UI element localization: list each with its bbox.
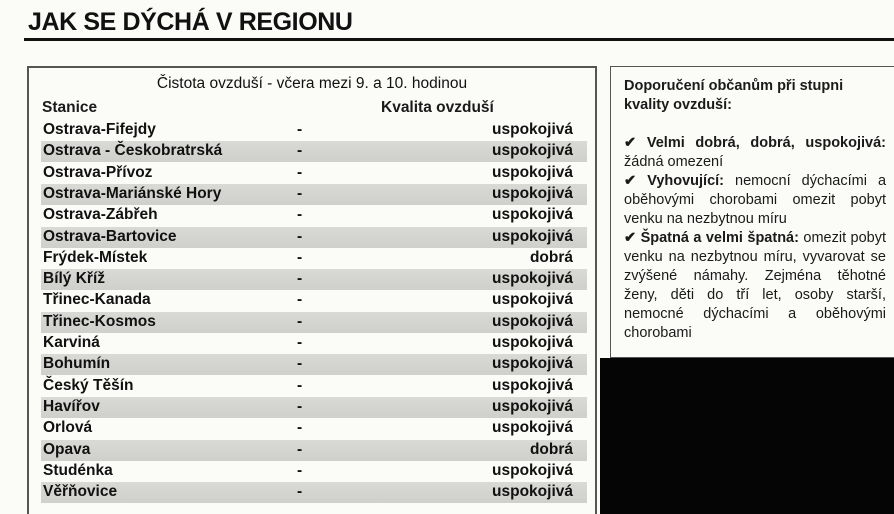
table-row <box>41 440 587 461</box>
air-quality-table <box>27 66 597 514</box>
station-name: Český Těšín <box>43 376 134 394</box>
separator-dash: - <box>297 397 303 415</box>
station-name: Ostrava-Mariánské Hory <box>43 184 222 202</box>
air-quality-value: uspokojivá <box>492 419 573 437</box>
station-name: Studénka <box>43 461 113 479</box>
table-row <box>41 120 587 141</box>
air-quality-value: uspokojivá <box>492 227 573 245</box>
table-row <box>41 461 587 482</box>
table-row <box>41 184 587 205</box>
separator-dash: - <box>297 163 303 181</box>
station-name: Opava <box>43 440 91 458</box>
advice-text: žádná omezení <box>624 154 724 170</box>
separator-dash: - <box>297 248 303 266</box>
air-quality-value: uspokojivá <box>492 461 573 479</box>
separator-dash: - <box>297 334 303 351</box>
table-row <box>41 141 587 162</box>
advice-label: Velmi dobrá, dobrá, uspokojivá: <box>646 135 886 151</box>
station-name: Třinec-Kosmos <box>43 312 156 330</box>
air-quality-value: uspokojivá <box>492 334 573 351</box>
table-row <box>41 269 587 290</box>
air-quality-value: uspokojivá <box>492 184 573 202</box>
table-row <box>41 418 587 439</box>
separator-dash: - <box>297 483 303 501</box>
station-name: Bohumín <box>43 355 111 373</box>
check-icon: ✔ <box>624 230 637 246</box>
table-row <box>41 397 587 418</box>
station-name: Frýdek-Místek <box>43 248 148 266</box>
station-name: Třinec-Kanada <box>43 291 151 309</box>
separator-dash: - <box>297 312 303 330</box>
separator-dash: - <box>297 419 303 437</box>
station-name: Ostrava-Bartovice <box>43 227 177 245</box>
air-quality-value: uspokojivá <box>492 163 573 181</box>
station-name: Ostrava - Českobratrská <box>43 142 223 160</box>
station-name: Ostrava-Přívoz <box>43 163 153 181</box>
header-quality: Kvalita ovzduší <box>381 99 494 116</box>
check-icon: ✔ <box>624 173 637 189</box>
table-row <box>41 312 587 333</box>
separator-dash: - <box>297 206 303 224</box>
air-quality-value: uspokojivá <box>492 483 573 501</box>
table-row <box>41 482 587 503</box>
table-row <box>41 354 587 375</box>
air-quality-value: uspokojivá <box>492 312 573 330</box>
advice-box <box>610 66 894 358</box>
separator-dash: - <box>297 440 303 458</box>
advice-text: omezit pobyt venku na nezbytnou míru, vyvarovat se zvýšené námahy. Zejména těhotné ženy, děti do tří let, osoby starší, nemocné dýchacími a oběhovými chorobami <box>624 230 887 341</box>
air-quality-value: dobrá <box>529 248 573 266</box>
check-icon: ✔ <box>624 135 637 151</box>
advice-title: Doporučení občanům při stupni kvality ovzduší: <box>624 78 844 113</box>
advice-item-good <box>624 134 886 172</box>
station-name: Bílý Kříž <box>43 270 106 288</box>
air-quality-value: uspokojivá <box>492 291 573 309</box>
table-row <box>41 163 587 184</box>
advice-label: Vyhovující: <box>647 173 724 189</box>
station-name: Havířov <box>43 397 100 415</box>
table-row <box>41 290 587 311</box>
air-quality-value: uspokojivá <box>492 270 573 288</box>
separator-dash: - <box>297 142 303 160</box>
advice-item-bad <box>624 229 886 343</box>
separator-dash: - <box>297 121 303 138</box>
air-quality-value: uspokojivá <box>492 142 573 160</box>
separator-dash: - <box>297 376 303 394</box>
advice-label: Špatná a velmi špatná: <box>640 230 799 246</box>
air-quality-value: dobrá <box>529 440 573 458</box>
table-row <box>41 205 587 226</box>
headline-rule <box>24 38 894 41</box>
separator-dash: - <box>297 355 303 373</box>
separator-dash: - <box>297 270 303 288</box>
station-name: Ostrava-Fifejdy <box>43 121 156 138</box>
table-row <box>41 227 587 248</box>
air-quality-value: uspokojivá <box>492 206 573 224</box>
headline: JAK SE DÝCHÁ V REGIONU <box>28 8 353 36</box>
table-row <box>41 376 587 397</box>
air-quality-value: uspokojivá <box>492 376 573 394</box>
separator-dash: - <box>297 184 303 202</box>
separator-dash: - <box>297 291 303 309</box>
separator-dash: - <box>297 461 303 479</box>
air-quality-value: uspokojivá <box>492 355 573 373</box>
station-name: Orlová <box>43 419 93 437</box>
advice-text: nemocní dýchacími a oběhovými chorobami omezit pobyt venku na nezbytnou míru <box>624 173 887 227</box>
black-block <box>600 358 894 514</box>
separator-dash: - <box>297 227 303 245</box>
station-name: Ostrava-Zábřeh <box>43 206 158 224</box>
air-quality-value: uspokojivá <box>492 397 573 415</box>
table-row <box>41 333 587 354</box>
table-row <box>41 248 587 269</box>
table-title: Čistota ovzduší - včera mezi 9. a 10. hodinou <box>156 75 468 92</box>
advice-item-acceptable <box>624 172 886 229</box>
header-station: Stanice <box>42 99 98 116</box>
station-name: Věřňovice <box>43 483 118 501</box>
station-name: Karviná <box>43 334 100 351</box>
air-quality-value: uspokojivá <box>492 121 573 138</box>
